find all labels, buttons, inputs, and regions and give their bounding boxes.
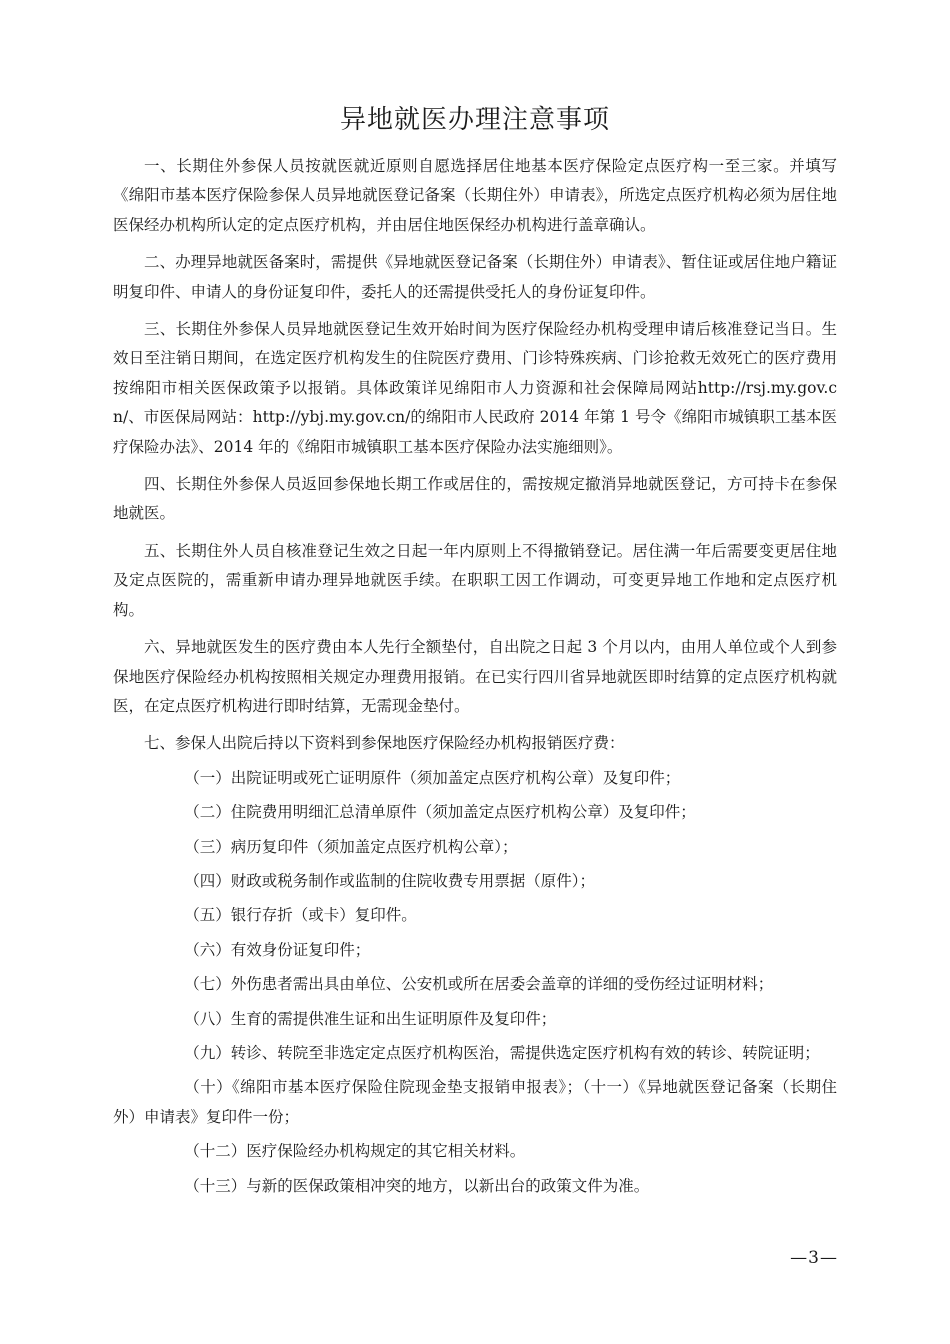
list-item-6: （六）有效身份证复印件； bbox=[184, 940, 371, 959]
paragraph-3: 三、长期住外参保人员异地就医登记生效开始时间为医疗保险经办机构受理申请后核准登记当日。生效日至注销日期间，在选定医疗机构发生的住院医疗费用、门诊特殊疾病、门诊抢救无效死亡的医疗费用按绵阳市相关医保政策予以报销。具体政策详见绵阳市人力资源和社会保障局网站http://rsj.my.gov.cn/、市医保局网站：http://ybj.my.gov.cn/的绵阳市人民政府 2014 年第 1 号令《绵阳市城镇职工基本医疗保险办法》、2014 年的《绵阳市城镇职工基本医疗保险办法实施细则》。 bbox=[113, 320, 837, 456]
page-number: —3— bbox=[790, 1248, 838, 1268]
paragraph-2: 二、办理异地就医备案时，需提供《异地就医登记备案（长期住外）申请表》、暂住证或居住地户籍证明复印件、申请人的身份证复印件，委托人的还需提供受托人的身份证复印件。 bbox=[113, 253, 837, 301]
list-item-8: （八）生育的需提供准生证和出生证明原件及复印件； bbox=[184, 1009, 557, 1028]
paragraph-4: 四、长期住外参保人员返回参保地长期工作或居住的，需按规定撤消异地就医登记，方可持卡在参保地就医。 bbox=[113, 475, 837, 523]
list-item-2: （二）住院费用明细汇总清单原件（须加盖定点医疗机构公章）及复印件； bbox=[184, 803, 696, 822]
paragraph-1: 一、长期住外参保人员按就医就近原则自愿选择居住地基本医疗保险定点医疗构一至三家。并填写《绵阳市基本医疗保险参保人员异地就医登记备案（长期住外）申请表》，所选定点医疗机构必须为居住地医保经办机构所认定的定点医疗机构，并由居住地医保经办机构进行盖章确认。 bbox=[113, 157, 837, 234]
list-item-7: （七）外伤患者需出具由单位、公安机或所在居委会盖章的详细的受伤经过证明材料； bbox=[184, 975, 774, 994]
list-item-9: （九）转诊、转院至非选定定点医疗机构医治，需提供选定医疗机构有效的转诊、转院证明； bbox=[184, 1043, 820, 1062]
list-item-3: （三）病历复印件（须加盖定点医疗机构公章）； bbox=[184, 837, 518, 856]
paragraph-5: 五、长期住外人员自核准登记生效之日起一年内原则上不得撤销登记。居住满一年后需要变更居住地及定点医院的，需重新申请办理异地就医手续。在职职工因工作调动，可变更异地工作地和定点医疗机构。 bbox=[113, 541, 837, 619]
list-item-5: （五）银行存折（或卡）复印件。 bbox=[184, 906, 417, 925]
paragraph-7: 七、参保人出院后持以下资料到参保地医疗保险经办机构报销医疗费： bbox=[144, 734, 625, 753]
list-item-4: （四）财政或税务制作或监制的住院收费专用票据（原件）； bbox=[184, 871, 596, 890]
document-page bbox=[113, 100, 837, 1206]
list-item-10: （十）《绵阳市基本医疗保险住院现金垫支报销申报表》；（十一）《异地就医登记备案（长期住外）申请表》复印件一份； bbox=[113, 1078, 837, 1126]
document-title: 异地就医办理注意事项 bbox=[339, 105, 610, 135]
paragraph-6: 六、异地就医发生的医疗费由本人先行全额垫付，自出院之日起 3 个月以内，由用人单位或个人到参保地医疗保险经办机构按照相关规定办理费用报销。在已实行四川省异地就医即时结算的定点医疗机构就医，在定点医疗机构进行即时结算，无需现金垫付。 bbox=[113, 638, 837, 715]
list-item-12: （十二）医疗保险经办机构规定的其它相关材料。 bbox=[184, 1142, 526, 1161]
list-item-13: （十三）与新的医保政策相冲突的地方，以新出台的政策文件为准。 bbox=[184, 1176, 650, 1195]
list-item-1: （一）出院证明或死亡证明原件（须加盖定点医疗机构公章）及复印件； bbox=[184, 768, 681, 787]
